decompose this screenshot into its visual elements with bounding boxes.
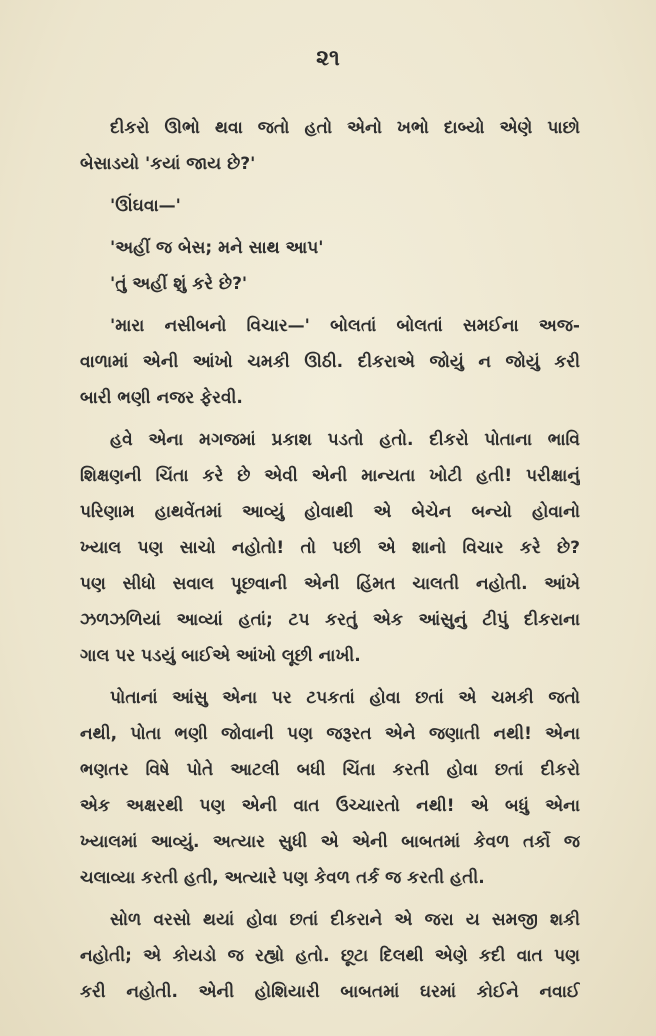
text-line: શિક્ષણની ચિંતા કરે છે એવી એની માન્યતા ખોટી હતી! પરીક્ષાનું [80,466,580,486]
text-line: બારી ભણી નજર ફેરવી. [80,388,243,408]
text-line: 'ઊંઘવા—' [110,196,181,216]
paragraph [80,188,580,224]
text-line: ખ્યાલ પણ સાચો નહોતો! તો પછી એ શાનો વિચાર કરે છે? [80,538,580,558]
text-line: બેસાડયો 'કયાં જાય છે?' [80,154,256,174]
paragraph [80,230,580,266]
text-line: ખ્યાલમાં આવ્યું. અત્યાર સુધી એ એની બાબતમાં કેવળ તર્કો જ [80,832,580,852]
text-line: ગાલ પર પડયું બાઈએ આંખો લૂછી નાખી. [80,646,361,666]
text-line: 'અહીં જ બેસ; મને સાથ આપ' [110,238,324,258]
text-line: પોતાનાં આંસુ એના પર ટપકતાં હોવા છતાં એ ચમકી જતો [110,688,580,708]
text-line: 'મારા નસીબનો વિચાર—' બોલતાં બોલતાં સમઈના અજ- [110,316,580,336]
body-text [80,110,580,1010]
paragraph [80,422,580,674]
text-line: ચલાવ્યા કરતી હતી, અત્યારે પણ કેવળ તર્ક જ કરતી હતી. [80,868,485,888]
text-line: નથી, પોતા ભણી જોવાની પણ જરૂરત એને જણાતી નથી! એના [80,724,580,744]
paragraph [80,308,580,416]
text-line: પણ સીધો સવાલ પૂછવાની એની હિંમત ચાલતી નહોતી. આંખે [80,574,580,594]
text-line: દીકરો ઊભો થવા જતો હતો એનો ખભો દાબ્યો એણે પાછો [110,118,580,138]
text-line: સોળ વરસો થયાં હોવા છતાં દીકરાને એ જરા ય સમજી શકી [110,910,580,930]
text-line: ભણતર વિષે પોતે આટલી બધી ચિંતા કરતી હોવા છતાં દીકરો [80,760,580,780]
text-line: વાળામાં એની આંખો ચમકી ઊઠી. દીકરાએ જોયું ન જોયું કરી [80,352,580,372]
text-line: પરિણામ હાથવેંતમાં આવ્યું હોવાથી એ બેચેન બન્યો હોવાનો [80,502,580,522]
page-number: ૨૧ [316,46,340,71]
text-line: એક અક્ષરથી પણ એની વાત ઉચ્ચારતો નથી! એ બધું એના [80,796,580,816]
text-line: કરી નહોતી. એની હોશિયારી બાબતમાં ઘરમાં કોઈને નવાઈ [80,982,580,1002]
text-line: 'તું અહીં શું કરે છે?' [110,274,248,294]
text-line: હવે એના મગજમાં પ્રકાશ પડતો હતો. દીકરો પોતાના ભાવિ [110,430,580,450]
paragraph [80,680,580,896]
text-line: ઝળઝળિયાં આવ્યાં હતાં; ટપ કરતું એક આંસુનું ટીપું દીકરાના [80,610,580,630]
paragraph [80,902,580,1010]
paragraph [80,266,580,302]
paragraph [80,110,580,182]
text-line: નહોતી; એ કોયડો જ રહ્યો હતો. છૂટા દિલથી એણે કદી વાત પણ [80,946,580,966]
